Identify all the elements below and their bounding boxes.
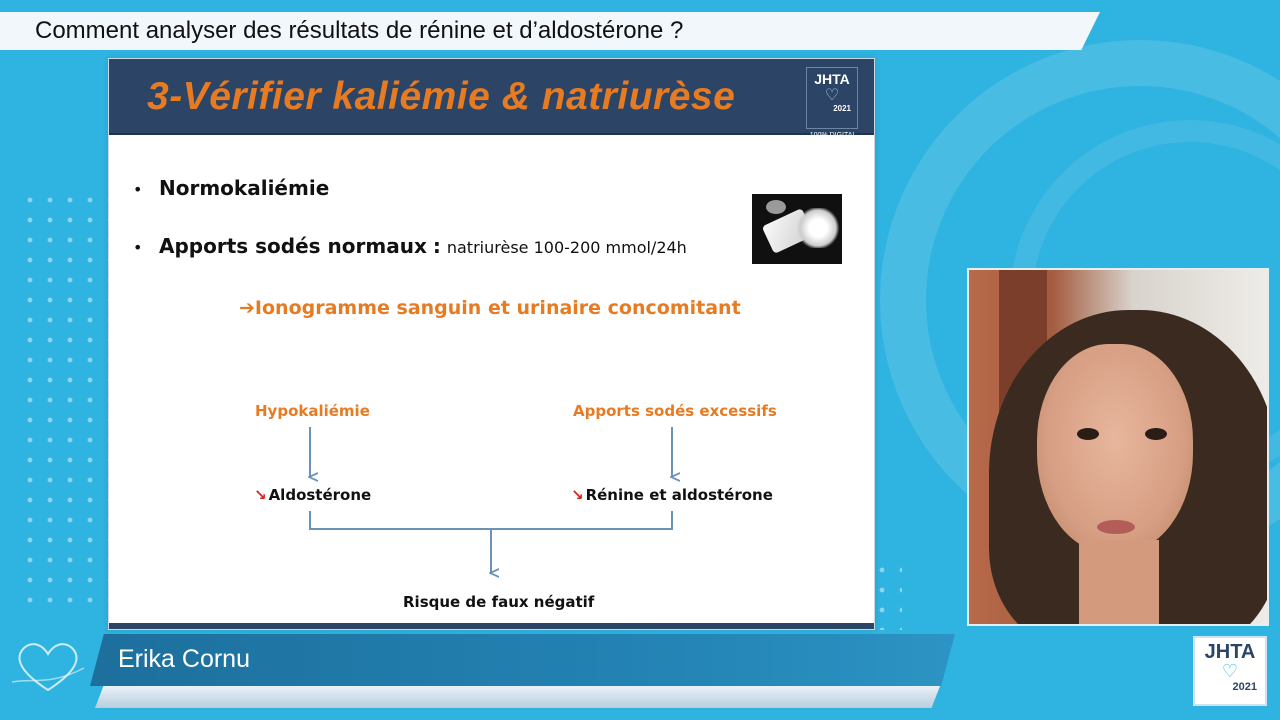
corner-logo-year: 2021 bbox=[1232, 681, 1257, 693]
flow-left-cause: Hypokaliémie bbox=[255, 402, 370, 420]
background-dot-pattern bbox=[20, 190, 110, 610]
logo-year: 2021 bbox=[833, 104, 851, 113]
speaker-webcam-video bbox=[967, 268, 1269, 626]
flow-diagram-lines bbox=[109, 59, 876, 631]
conclusion-text: ➔Ionogramme sanguin et urinaire concomitant bbox=[239, 297, 741, 319]
speaker-name: Erika Cornu bbox=[118, 645, 250, 673]
bullet-dot-icon: • bbox=[133, 180, 143, 199]
bullet-separator: : bbox=[432, 234, 441, 258]
flow-right-effect: ↘ Rénine et aldostérone bbox=[571, 486, 773, 504]
presentation-slide bbox=[108, 58, 875, 630]
heart-logo-icon bbox=[10, 638, 86, 698]
arrow-right-icon: ➔ bbox=[239, 297, 255, 319]
bullet-note: natriurèse 100-200 mmol/24h bbox=[446, 238, 687, 257]
slide-title: 3-Vérifier kaliémie & natriurèse bbox=[147, 75, 736, 118]
corner-logo-name: JHTA bbox=[1204, 641, 1256, 663]
flow-result: Risque de faux négatif bbox=[403, 593, 595, 611]
page-title: Comment analyser des résultats de rénine et d’aldostérone ? bbox=[35, 17, 684, 44]
background-dot-pattern-small bbox=[872, 560, 902, 630]
bullet-strong-text: Apports sodés normaux bbox=[159, 234, 427, 258]
bullet-strong-text: Normokaliémie bbox=[159, 176, 330, 200]
logo-name: JHTA bbox=[814, 71, 850, 87]
heart-icon: ♡ bbox=[1221, 661, 1239, 682]
arrow-down-right-icon: ↘ bbox=[254, 486, 267, 504]
arrow-down-right-icon: ↘ bbox=[571, 486, 584, 504]
flow-left-effect: ↘ Aldostérone bbox=[254, 486, 372, 504]
flow-join-line bbox=[310, 511, 672, 529]
logo-tagline: 100% DIGITAL bbox=[809, 132, 857, 139]
flow-right-cause: Apports sodés excessifs bbox=[573, 402, 777, 420]
bullet-dot-icon: • bbox=[133, 238, 143, 257]
slide-footer-bar bbox=[109, 623, 874, 629]
jhta-corner-logo bbox=[1193, 636, 1267, 706]
lower-third-underbar bbox=[95, 686, 940, 708]
heart-icon: ♡ bbox=[824, 85, 840, 104]
